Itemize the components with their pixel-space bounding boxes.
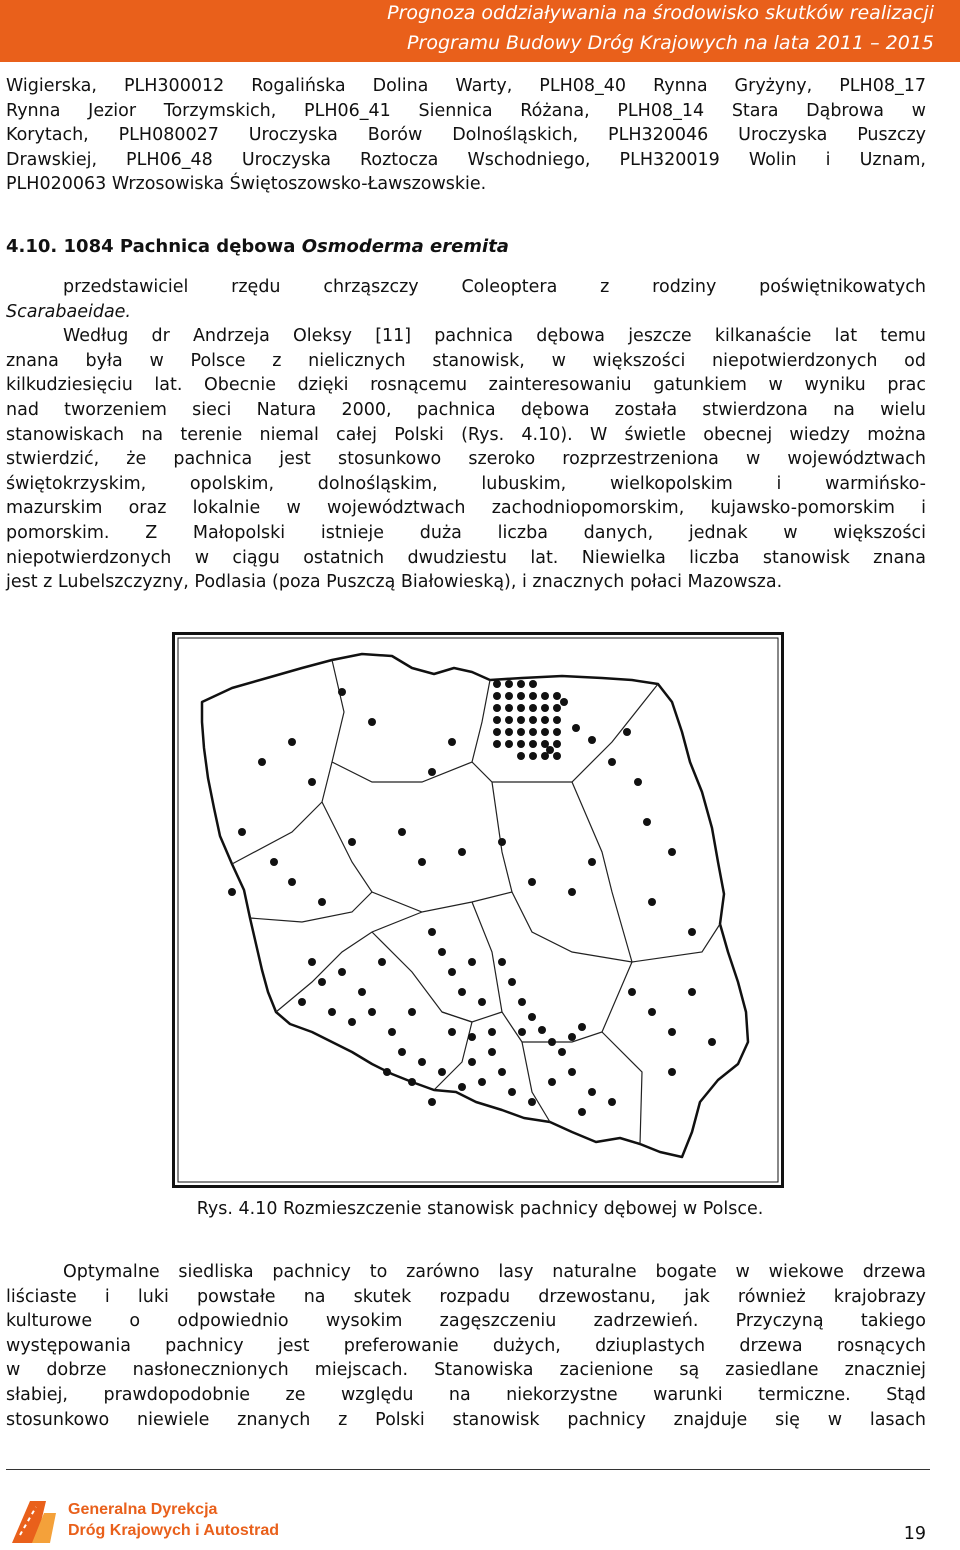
site-marker xyxy=(553,728,561,736)
site-marker xyxy=(505,704,513,712)
site-marker xyxy=(538,1026,546,1034)
road-logo-icon xyxy=(6,1495,62,1545)
site-marker xyxy=(541,728,549,736)
section-number: 4.10. xyxy=(6,236,58,257)
site-marker xyxy=(505,716,513,724)
body-line: nad tworzeniem sieci Natura 2000, pachnica dębowa została stwierdzona na wielu xyxy=(6,399,926,420)
intro-line: Wigierska, PLH300012 Rogalińska Dolina Warty, PLH08_40 Rynna Gryżyny, PLH08_17 xyxy=(6,76,926,96)
body-paragraph xyxy=(6,275,926,595)
site-marker xyxy=(623,728,631,736)
site-marker xyxy=(383,1068,391,1076)
body-line: przedstawiciel rzędu chrząszczy Coleoptera z rodziny poświętnikowatych xyxy=(63,277,926,297)
site-marker xyxy=(518,998,526,1006)
site-marker xyxy=(528,1098,536,1106)
site-marker xyxy=(517,752,525,760)
body-line: świętokrzyskim, opolskim, dolnośląskim, lubuskim, wielkopolskim i warmińsko- xyxy=(6,473,926,494)
site-marker xyxy=(668,848,676,856)
site-marker xyxy=(238,828,246,836)
site-marker xyxy=(448,968,456,976)
site-marker xyxy=(478,1078,486,1086)
site-marker xyxy=(528,878,536,886)
site-marker xyxy=(517,692,525,700)
site-marker xyxy=(493,716,501,724)
site-marker xyxy=(388,1028,396,1036)
site-marker xyxy=(488,1048,496,1056)
site-marker xyxy=(318,978,326,986)
site-marker xyxy=(628,988,636,996)
site-marker xyxy=(578,1108,586,1116)
body-line: mazurskim oraz lokalnie w województwach zachodniopomorskim, kujawsko-pomorskim i xyxy=(6,498,926,519)
closing-line: kulturowe o odpowiednio wysokim zagęszczeniu zadrzewień. Przyczyną takiego xyxy=(6,1311,926,1332)
site-marker xyxy=(228,888,236,896)
site-marker xyxy=(568,888,576,896)
site-marker xyxy=(493,728,501,736)
site-marker xyxy=(288,738,296,746)
site-marker xyxy=(418,1058,426,1066)
site-marker xyxy=(298,998,306,1006)
site-marker xyxy=(548,1038,556,1046)
site-marker xyxy=(529,728,537,736)
section-latin-name: Osmoderma eremita xyxy=(301,236,509,257)
site-marker xyxy=(688,988,696,996)
site-marker xyxy=(458,1083,466,1091)
site-marker xyxy=(468,958,476,966)
site-marker xyxy=(493,680,501,688)
site-marker xyxy=(588,858,596,866)
site-marker xyxy=(308,778,316,786)
site-marker xyxy=(358,988,366,996)
site-marker xyxy=(258,758,266,766)
site-marker xyxy=(648,1008,656,1016)
logo-line-1: Generalna Dyrekcja xyxy=(68,1501,218,1518)
closing-paragraph xyxy=(6,1260,926,1432)
body-line: stanowiskach na terenie niemal całej Polski (Rys. 4.10). W świetle obecnej wiedzy można xyxy=(6,424,926,445)
intro-line: Drawskiej, PLH06_48 Uroczyska Roztocza Wschodniego, PLH320019 Wolin i Uznam, xyxy=(6,149,926,170)
site-marker xyxy=(668,1068,676,1076)
page-number: 19 xyxy=(903,1524,926,1544)
closing-line: liściaste i luki powstałe na skutek rozpadu drzewostanu, jak również krajobrazy xyxy=(6,1286,926,1307)
site-marker xyxy=(529,692,537,700)
site-marker xyxy=(553,716,561,724)
site-marker xyxy=(270,858,278,866)
site-marker xyxy=(541,692,549,700)
site-marker xyxy=(518,1028,526,1036)
site-marker xyxy=(493,704,501,712)
site-marker xyxy=(529,716,537,724)
site-marker xyxy=(529,704,537,712)
site-marker xyxy=(448,1028,456,1036)
site-marker xyxy=(578,1023,586,1031)
site-marker xyxy=(608,758,616,766)
closing-line: słabiej, prawdopodobnie ze względu na niekorzystne warunki termiczne. Stąd xyxy=(6,1384,926,1405)
site-marker xyxy=(529,680,537,688)
site-marker xyxy=(438,1068,446,1076)
site-marker xyxy=(338,968,346,976)
site-marker xyxy=(541,704,549,712)
site-marker xyxy=(368,1008,376,1016)
site-marker xyxy=(468,1058,476,1066)
site-marker xyxy=(458,988,466,996)
intro-line: PLH020063 Wrzosowiska Świętoszowsko-Ławszowskie. xyxy=(6,174,487,195)
header-title-line-1: Prognoza oddziaływania na środowisko skutków realizacji xyxy=(387,2,934,24)
site-marker xyxy=(418,858,426,866)
header-title-line-2: Programu Budowy Dróg Krajowych na lata 2011 – 2015 xyxy=(407,32,934,54)
logo-text xyxy=(68,1499,279,1541)
site-marker xyxy=(688,928,696,936)
site-marker xyxy=(588,1088,596,1096)
site-marker xyxy=(553,740,561,748)
intro-line: Rynna Jezior Torzymskich, PLH06_41 Siennica Różana, PLH08_14 Stara Dąbrowa w xyxy=(6,100,926,121)
site-marker xyxy=(648,898,656,906)
site-marker xyxy=(634,778,642,786)
site-marker xyxy=(348,838,356,846)
site-marker xyxy=(708,1038,716,1046)
site-marker xyxy=(553,704,561,712)
site-marker xyxy=(318,898,326,906)
section-heading xyxy=(6,236,509,257)
site-marker xyxy=(588,736,596,744)
site-marker xyxy=(541,716,549,724)
site-marker xyxy=(553,752,561,760)
site-marker xyxy=(505,680,513,688)
site-marker xyxy=(505,692,513,700)
site-marker xyxy=(448,738,456,746)
figure-caption: Rys. 4.10 Rozmieszczenie stanowisk pachnicy dębowej w Polsce. xyxy=(196,1199,764,1219)
body-line: Według dr Andrzeja Oleksy [11] pachnica dębowa jeszcze kilkanaście lat temu xyxy=(63,326,926,347)
site-marker xyxy=(308,958,316,966)
site-marker xyxy=(572,724,580,732)
site-marker xyxy=(498,958,506,966)
site-marker xyxy=(508,1088,516,1096)
body-line: stwierdzić, że pachnica jest stosunkowo szeroko rozprzestrzeniona w województwach xyxy=(6,449,926,470)
site-marker xyxy=(528,1013,536,1021)
site-marker xyxy=(508,978,516,986)
site-marker xyxy=(529,740,537,748)
site-marker xyxy=(608,1098,616,1106)
site-marker xyxy=(348,1018,356,1026)
site-marker xyxy=(408,1008,416,1016)
body-line: kilkudziesięciu lat. Obecnie dzięki rosnącemu zainteresowaniu gatunkiem w wyniku prac xyxy=(6,375,926,396)
site-marker xyxy=(505,728,513,736)
section-title: 1084 Pachnica dębowa xyxy=(63,236,296,257)
site-marker xyxy=(493,692,501,700)
closing-line: w dobrze nasłonecznionych miejscach. Stanowiska zacienione są zasiedlane znaczniej xyxy=(6,1360,926,1381)
poland-distribution-map xyxy=(172,632,784,1188)
site-marker xyxy=(560,698,568,706)
site-marker xyxy=(428,768,436,776)
site-marker xyxy=(517,728,525,736)
intro-paragraph xyxy=(6,74,926,197)
site-marker xyxy=(493,740,501,748)
site-marker xyxy=(338,688,346,696)
closing-line: Optymalne siedliska pachnicy to zarówno lasy naturalne bogate w wiekowe drzewa xyxy=(63,1262,926,1282)
distribution-map-figure xyxy=(172,632,784,1188)
site-marker xyxy=(378,958,386,966)
body-line: Scarabaeidae. xyxy=(6,301,131,322)
site-marker xyxy=(398,828,406,836)
site-marker xyxy=(438,948,446,956)
site-marker xyxy=(478,998,486,1006)
site-marker xyxy=(517,704,525,712)
site-marker xyxy=(498,838,506,846)
site-marker xyxy=(505,740,513,748)
site-marker xyxy=(498,1068,506,1076)
closing-line: stosunkowo niewiele znanych z Polski stanowisk pachnicy znajduje się w lasach xyxy=(6,1409,926,1430)
site-marker xyxy=(568,1033,576,1041)
site-marker xyxy=(328,1008,336,1016)
intro-line: Korytach, PLH080027 Uroczyska Borów Dolnośląskich, PLH320046 Uroczyska Puszczy xyxy=(6,125,926,146)
body-line: znana była w Polsce z nielicznych stanowisk, w większości niepotwierdzonych od xyxy=(6,350,926,371)
logo-line-2: Dróg Krajowych i Autostrad xyxy=(68,1522,279,1539)
site-marker xyxy=(458,848,466,856)
page-header xyxy=(0,0,960,62)
footer-divider xyxy=(6,1469,930,1470)
site-marker xyxy=(488,1028,496,1036)
site-marker xyxy=(529,752,537,760)
site-marker xyxy=(408,1078,416,1086)
site-marker xyxy=(398,1048,406,1056)
site-marker xyxy=(517,680,525,688)
gddkia-logo xyxy=(6,1495,306,1545)
site-marker xyxy=(558,1048,566,1056)
site-marker xyxy=(428,928,436,936)
site-marker xyxy=(468,1033,476,1041)
site-marker xyxy=(368,718,376,726)
site-marker xyxy=(517,716,525,724)
site-marker xyxy=(568,1068,576,1076)
site-marker xyxy=(553,692,561,700)
site-marker xyxy=(668,1028,676,1036)
site-marker xyxy=(548,1078,556,1086)
site-marker xyxy=(428,1098,436,1106)
closing-line: występowania pachnicy jest preferowanie dużych, dziuplastych drzewa rosnących xyxy=(6,1335,926,1356)
body-line: jest z Lubelszczyzny, Podlasia (poza Puszczą Białowieską), i znacznych połaci Mazowsza. xyxy=(6,572,783,593)
body-line: niepotwierdzonych w ciągu ostatnich dwudziestu lat. Niewielka liczba stanowisk znana xyxy=(6,547,926,568)
site-marker xyxy=(546,746,554,754)
site-marker xyxy=(288,878,296,886)
site-marker xyxy=(517,740,525,748)
site-marker xyxy=(643,818,651,826)
body-line: pomorskim. Z Małopolski istnieje duża liczba danych, jednak w większości xyxy=(6,522,926,543)
